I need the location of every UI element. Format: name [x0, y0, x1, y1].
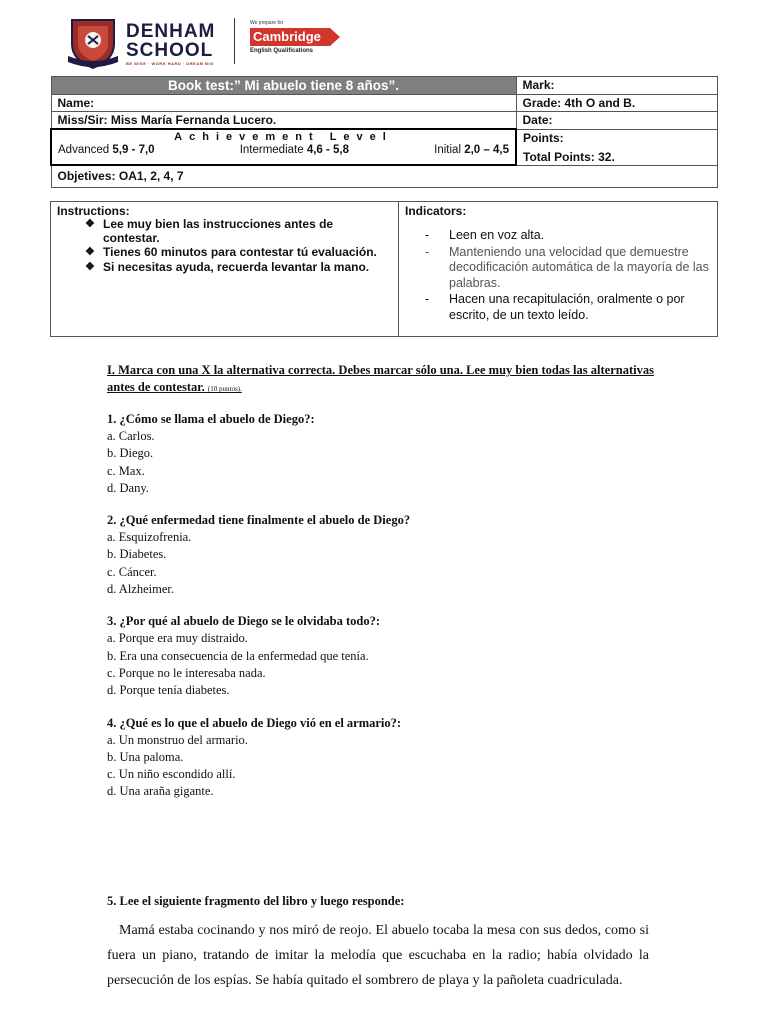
level-advanced: Advanced 5,9 - 7,0: [58, 144, 155, 156]
option[interactable]: c. Porque no le interesaba nada.: [107, 665, 266, 680]
question-5-title: 5. Lee el siguiente fragmento del libro y luego responde:: [107, 894, 405, 908]
name-field: Name:: [51, 95, 516, 112]
option[interactable]: d. Porque tenía diabetes.: [107, 683, 230, 698]
school-header: [66, 14, 356, 70]
option[interactable]: c. Max.: [107, 463, 145, 478]
indicators-panel: [399, 202, 717, 336]
reading-fragment: Mamá estaba cocinando y nos miró de reojo. El abuelo tocaba la mesa con sus dedos, como si fuera un piano, tratando de imitar la melodía que escuchaba en la radio; había olvidado la persecución de los espías. Se había quitado el sombrero de playa y la pañoleta cuadriculada.: [107, 923, 649, 988]
indicator-item: - Hacen una recapitulación, oralmente o por escrito, de un texto leído.: [425, 292, 685, 322]
header-divider: [234, 18, 235, 64]
objectives: Objetives: OA1, 2, 4, 7: [51, 165, 718, 188]
instructions-indicators-box: [50, 201, 718, 337]
option[interactable]: d. Alzheimer.: [107, 582, 174, 597]
option[interactable]: d. Una araña gigante.: [107, 784, 214, 799]
achievement-levels: [52, 143, 515, 160]
option[interactable]: b. Diego.: [107, 446, 154, 461]
achievement-title: Achievement Level: [174, 131, 393, 143]
indicator-item: - Leen en voz alta.: [425, 228, 545, 242]
option[interactable]: d. Dany.: [107, 480, 149, 495]
school-name: DENHAM SCHOOL BE WISE · WORK HARD · DREAM BIG: [126, 21, 216, 66]
diamond-bullet-icon: ❖: [85, 260, 95, 273]
option[interactable]: b. Diabetes.: [107, 547, 167, 562]
date-field: Date:: [516, 112, 718, 130]
level-intermediate: Intermediate 4,6 - 5,8: [239, 144, 350, 156]
question-2: 2. ¿Qué enfermedad tiene finalmente el abuelo de Diego? a. Esquizofrenia. b. Diabetes. c. Cáncer. d. Alzheimer.: [107, 512, 667, 598]
instructions-panel: [51, 202, 399, 336]
test-title: Book test:” Mi abuelo tiene 8 años”.: [51, 77, 516, 95]
instruction-item: ❖ Si necesitas ayuda, recuerda levantar la mano.: [85, 259, 370, 274]
question-4: 4. ¿Qué es lo que el abuelo de Diego vió en el armario?: a. Un monstruo del armario. b. Una paloma. c. Un niño escondido allí. d. Una araña gigante.: [107, 715, 667, 801]
school-crest-icon: [66, 16, 120, 70]
option[interactable]: c. Un niño escondido allí.: [107, 767, 236, 782]
indicator-item: - Manteniendo una velocidad que demuestre decodificación automática de la mayoría de las palabras.: [425, 244, 709, 290]
indicators-heading: Indicators:: [405, 204, 467, 218]
teacher-field: Miss/Sir: Miss María Fernanda Lucero.: [51, 112, 516, 130]
instruction-item: ❖ Tienes 60 minutos para contestar tú evaluación.: [85, 245, 377, 259]
option[interactable]: c. Cáncer.: [107, 564, 157, 579]
option[interactable]: a. Porque era muy distraido.: [107, 631, 248, 646]
option[interactable]: a. Carlos.: [107, 429, 155, 443]
achievement-level-box: [51, 129, 516, 165]
option[interactable]: b. Era una consecuencia de la enfermedad que tenía.: [107, 648, 369, 663]
section-title: I. Marca con una X la alternativa correcta. Debes marcar sólo una. Lee muy bien todas las alternativas antes de contestar. (10 puntos).: [107, 363, 654, 394]
test-info-table: [50, 76, 718, 188]
option[interactable]: b. Una paloma.: [107, 749, 184, 764]
questions-section: [107, 362, 667, 801]
level-initial: Initial 2,0 – 4,5: [434, 144, 509, 156]
instruction-item: ❖ Lee muy bien las instrucciones antes de contestar.: [85, 217, 334, 245]
total-points: Total Points: 32.: [523, 149, 615, 164]
option[interactable]: a. Esquizofrenia.: [107, 530, 192, 545]
points-field: Points: Total Points: 32.: [516, 129, 718, 165]
diamond-bullet-icon: ❖: [85, 246, 95, 258]
option[interactable]: a. Un monstruo del armario.: [107, 732, 248, 747]
cambridge-badge-icon: Cambridge: [250, 28, 340, 46]
cambridge-logo: We prepare for Cambridge English Qualifications: [250, 20, 370, 54]
diamond-bullet-icon: ❖: [85, 218, 95, 230]
mark-field: Mark:: [516, 77, 718, 95]
question-3: 3. ¿Por qué al abuelo de Diego se le olvidaba todo?: a. Porque era muy distraido. b. Era una consecuencia de la enfermedad que tenía. c. Porque no le interesaba nada. d. Porque tenía diabetes.: [107, 613, 667, 699]
instructions-heading: Instructions:: [57, 204, 130, 218]
grade-field: Grade: 4th O and B.: [516, 95, 718, 112]
question-1: 1. ¿Cómo se llama el abuelo de Diego?: a. Carlos. b. Diego. c. Max. d. Dany.: [107, 411, 667, 497]
